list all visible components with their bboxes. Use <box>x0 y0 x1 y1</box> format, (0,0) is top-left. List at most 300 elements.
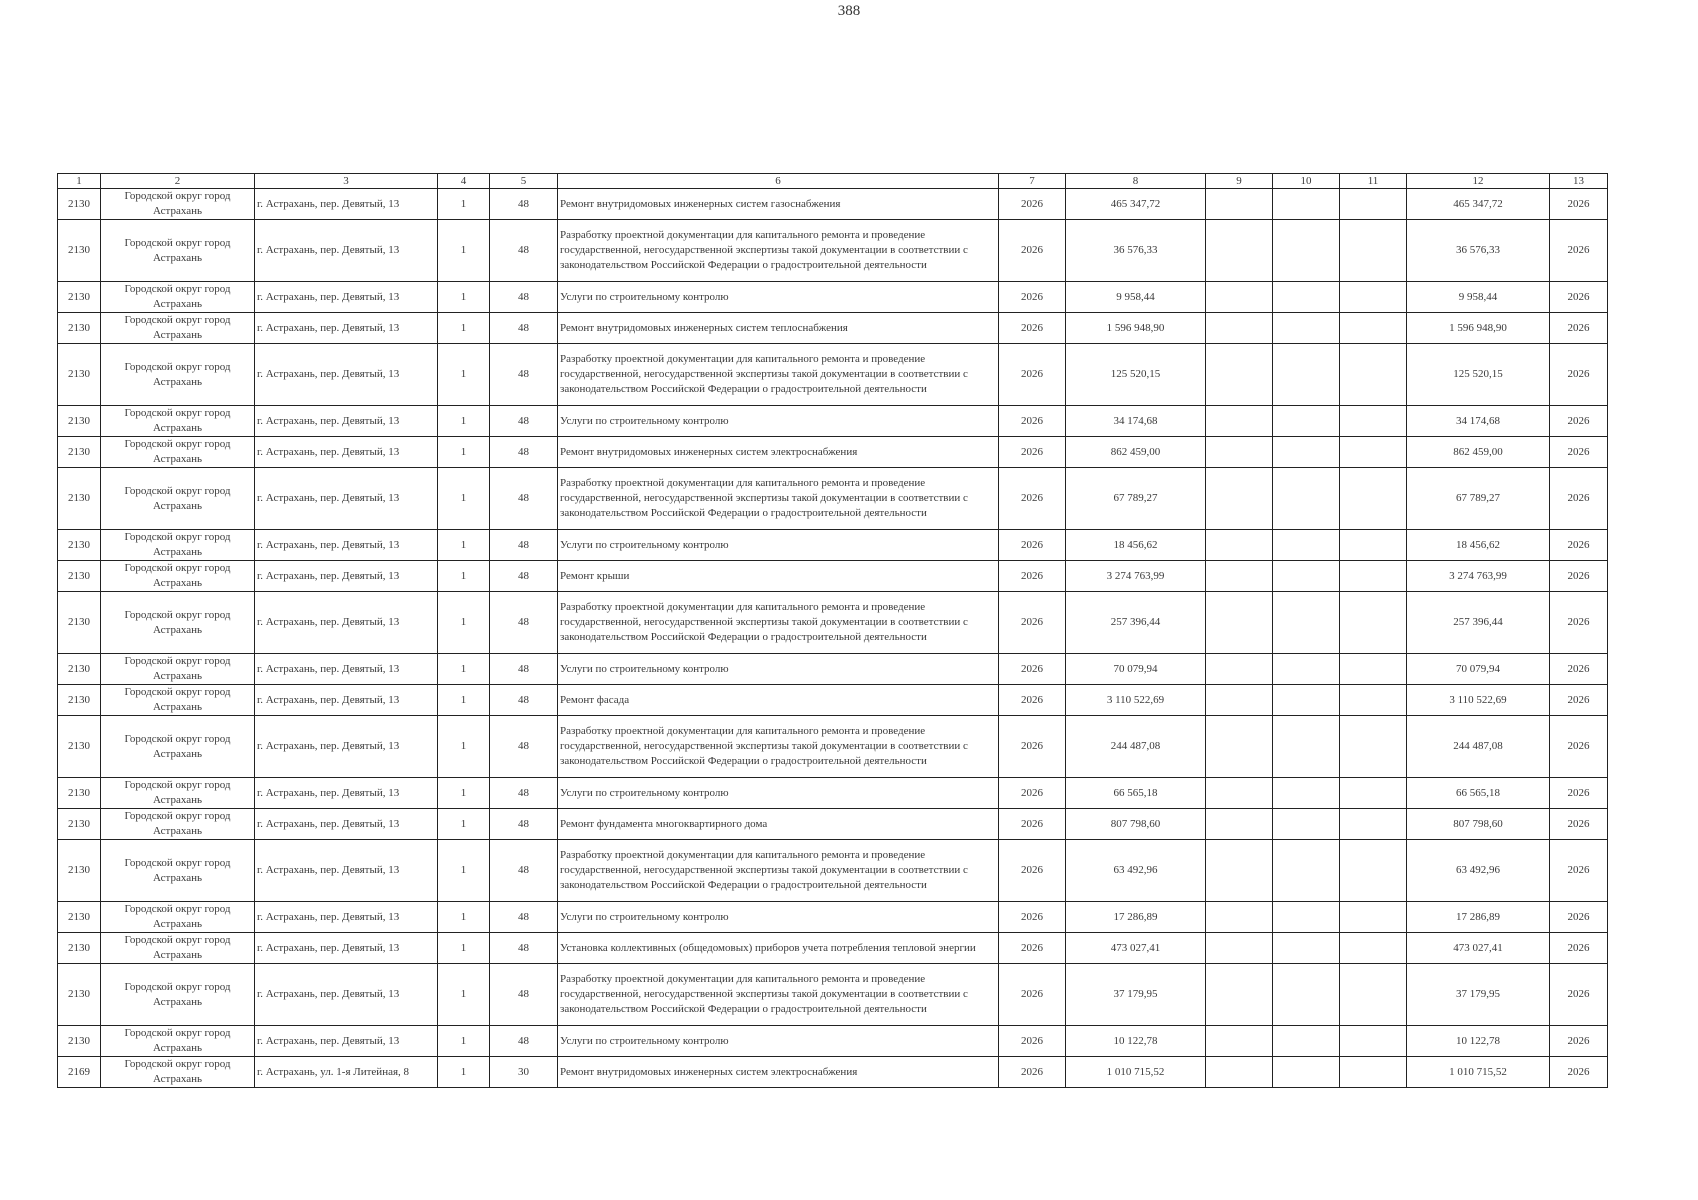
completion-year-cell: 2026 <box>1550 1026 1608 1057</box>
col5-cell: 48 <box>490 654 558 685</box>
total-cost-cell: 67 789,27 <box>1407 468 1550 530</box>
cost-cell: 473 027,41 <box>1066 933 1206 964</box>
col9-cell <box>1206 592 1273 654</box>
completion-year-cell: 2026 <box>1550 530 1608 561</box>
col9-cell <box>1206 530 1273 561</box>
cost-cell: 3 110 522,69 <box>1066 685 1206 716</box>
municipality-cell: Городской округ город Астрахань <box>101 685 255 716</box>
col9-cell <box>1206 685 1273 716</box>
year-cell: 2026 <box>999 530 1066 561</box>
address-cell: г. Астрахань, пер. Девятый, 13 <box>255 592 438 654</box>
col10-cell <box>1273 1026 1340 1057</box>
work-type-cell: Ремонт фундамента многоквартирного дома <box>558 809 999 840</box>
total-cost-cell: 18 456,62 <box>1407 530 1550 561</box>
col4-cell: 1 <box>438 685 490 716</box>
table-row <box>58 654 1608 685</box>
col5-cell: 48 <box>490 189 558 220</box>
col4-cell: 1 <box>438 1057 490 1088</box>
address-cell: г. Астрахань, пер. Девятый, 13 <box>255 220 438 282</box>
col5-cell: 48 <box>490 344 558 406</box>
col10-cell <box>1273 809 1340 840</box>
total-cost-cell: 10 122,78 <box>1407 1026 1550 1057</box>
cost-cell: 1 010 715,52 <box>1066 1057 1206 1088</box>
address-cell: г. Астрахань, пер. Девятый, 13 <box>255 840 438 902</box>
house-number-cell: 2130 <box>58 809 101 840</box>
cost-cell: 67 789,27 <box>1066 468 1206 530</box>
year-cell: 2026 <box>999 468 1066 530</box>
address-cell: г. Астрахань, пер. Девятый, 13 <box>255 716 438 778</box>
total-cost-cell: 1 596 948,90 <box>1407 313 1550 344</box>
work-type-cell: Разработку проектной документации для капитального ремонта и проведение государственной, негосударственной экспертизы такой документации в соответствии с законодательством Российской Федерации о градостроительной деятельности <box>558 964 999 1026</box>
house-number-cell: 2130 <box>58 530 101 561</box>
col11-cell <box>1340 344 1407 406</box>
municipality-cell: Городской округ город Астрахань <box>101 592 255 654</box>
table-row <box>58 716 1608 778</box>
col10-cell <box>1273 468 1340 530</box>
total-cost-cell: 465 347,72 <box>1407 189 1550 220</box>
year-cell: 2026 <box>999 840 1066 902</box>
total-cost-cell: 125 520,15 <box>1407 344 1550 406</box>
year-cell: 2026 <box>999 1057 1066 1088</box>
year-cell: 2026 <box>999 189 1066 220</box>
house-number-cell: 2130 <box>58 282 101 313</box>
address-cell: г. Астрахань, пер. Девятый, 13 <box>255 468 438 530</box>
col4-cell: 1 <box>438 468 490 530</box>
cost-cell: 10 122,78 <box>1066 1026 1206 1057</box>
table-row <box>58 344 1608 406</box>
cost-cell: 257 396,44 <box>1066 592 1206 654</box>
col10-cell <box>1273 716 1340 778</box>
address-cell: г. Астрахань, пер. Девятый, 13 <box>255 437 438 468</box>
col10-cell <box>1273 964 1340 1026</box>
year-cell: 2026 <box>999 716 1066 778</box>
work-type-cell: Ремонт внутридомовых инженерных систем теплоснабжения <box>558 313 999 344</box>
cost-cell: 34 174,68 <box>1066 406 1206 437</box>
work-type-cell: Услуги по строительному контролю <box>558 406 999 437</box>
col11-cell <box>1340 654 1407 685</box>
column-header: 4 <box>438 174 490 189</box>
municipality-cell: Городской округ город Астрахань <box>101 406 255 437</box>
col11-cell <box>1340 592 1407 654</box>
cost-cell: 807 798,60 <box>1066 809 1206 840</box>
table-row <box>58 902 1608 933</box>
address-cell: г. Астрахань, пер. Девятый, 13 <box>255 809 438 840</box>
col4-cell: 1 <box>438 840 490 902</box>
municipality-cell: Городской округ город Астрахань <box>101 220 255 282</box>
work-type-cell: Разработку проектной документации для капитального ремонта и проведение государственной, негосударственной экспертизы такой документации в соответствии с законодательством Российской Федерации о градостроительной деятельности <box>558 344 999 406</box>
completion-year-cell: 2026 <box>1550 189 1608 220</box>
col11-cell <box>1340 1057 1407 1088</box>
col4-cell: 1 <box>438 437 490 468</box>
work-type-cell: Разработку проектной документации для капитального ремонта и проведение государственной, негосударственной экспертизы такой документации в соответствии с законодательством Российской Федерации о градостроительной деятельности <box>558 220 999 282</box>
work-type-cell: Ремонт внутридомовых инженерных систем газоснабжения <box>558 189 999 220</box>
col9-cell <box>1206 716 1273 778</box>
table-row <box>58 809 1608 840</box>
col4-cell: 1 <box>438 282 490 313</box>
col9-cell <box>1206 1057 1273 1088</box>
completion-year-cell: 2026 <box>1550 933 1608 964</box>
completion-year-cell: 2026 <box>1550 313 1608 344</box>
municipality-cell: Городской округ город Астрахань <box>101 468 255 530</box>
completion-year-cell: 2026 <box>1550 840 1608 902</box>
column-header: 13 <box>1550 174 1608 189</box>
table-row <box>58 313 1608 344</box>
col9-cell <box>1206 561 1273 592</box>
col9-cell <box>1206 778 1273 809</box>
work-type-cell: Разработку проектной документации для капитального ремонта и проведение государственной, негосударственной экспертизы такой документации в соответствии с законодательством Российской Федерации о градостроительной деятельности <box>558 592 999 654</box>
table-row <box>58 840 1608 902</box>
table-row <box>58 282 1608 313</box>
table-body <box>58 189 1608 1088</box>
col5-cell: 48 <box>490 406 558 437</box>
house-number-cell: 2130 <box>58 902 101 933</box>
col5-cell: 30 <box>490 1057 558 1088</box>
address-cell: г. Астрахань, пер. Девятый, 13 <box>255 406 438 437</box>
municipality-cell: Городской округ город Астрахань <box>101 344 255 406</box>
address-cell: г. Астрахань, пер. Девятый, 13 <box>255 313 438 344</box>
col10-cell <box>1273 592 1340 654</box>
col10-cell <box>1273 189 1340 220</box>
col11-cell <box>1340 778 1407 809</box>
col9-cell <box>1206 313 1273 344</box>
completion-year-cell: 2026 <box>1550 716 1608 778</box>
column-number-row <box>58 174 1608 189</box>
cost-cell: 18 456,62 <box>1066 530 1206 561</box>
completion-year-cell: 2026 <box>1550 220 1608 282</box>
municipality-cell: Городской округ город Астрахань <box>101 189 255 220</box>
page-number: 388 <box>837 3 861 19</box>
address-cell: г. Астрахань, пер. Девятый, 13 <box>255 189 438 220</box>
work-type-cell: Услуги по строительному контролю <box>558 1026 999 1057</box>
table-row <box>58 406 1608 437</box>
column-header: 10 <box>1273 174 1340 189</box>
col9-cell <box>1206 654 1273 685</box>
year-cell: 2026 <box>999 778 1066 809</box>
col5-cell: 48 <box>490 1026 558 1057</box>
col9-cell <box>1206 902 1273 933</box>
work-type-cell: Услуги по строительному контролю <box>558 282 999 313</box>
municipality-cell: Городской округ город Астрахань <box>101 902 255 933</box>
col11-cell <box>1340 809 1407 840</box>
year-cell: 2026 <box>999 561 1066 592</box>
house-number-cell: 2130 <box>58 313 101 344</box>
completion-year-cell: 2026 <box>1550 406 1608 437</box>
table-row <box>58 220 1608 282</box>
col4-cell: 1 <box>438 313 490 344</box>
table-row <box>58 592 1608 654</box>
col4-cell: 1 <box>438 406 490 437</box>
cost-cell: 465 347,72 <box>1066 189 1206 220</box>
address-cell: г. Астрахань, пер. Девятый, 13 <box>255 530 438 561</box>
year-cell: 2026 <box>999 592 1066 654</box>
col10-cell <box>1273 654 1340 685</box>
house-number-cell: 2130 <box>58 468 101 530</box>
house-number-cell: 2130 <box>58 964 101 1026</box>
col5-cell: 48 <box>490 964 558 1026</box>
total-cost-cell: 9 958,44 <box>1407 282 1550 313</box>
municipality-cell: Городской округ город Астрахань <box>101 964 255 1026</box>
cost-cell: 9 958,44 <box>1066 282 1206 313</box>
col9-cell <box>1206 282 1273 313</box>
table-row <box>58 1057 1608 1088</box>
total-cost-cell: 66 565,18 <box>1407 778 1550 809</box>
col10-cell <box>1273 778 1340 809</box>
col11-cell <box>1340 840 1407 902</box>
total-cost-cell: 63 492,96 <box>1407 840 1550 902</box>
total-cost-cell: 37 179,95 <box>1407 964 1550 1026</box>
house-number-cell: 2130 <box>58 189 101 220</box>
cost-cell: 17 286,89 <box>1066 902 1206 933</box>
house-number-cell: 2130 <box>58 685 101 716</box>
col11-cell <box>1340 964 1407 1026</box>
year-cell: 2026 <box>999 964 1066 1026</box>
year-cell: 2026 <box>999 902 1066 933</box>
municipality-cell: Городской округ город Астрахань <box>101 778 255 809</box>
house-number-cell: 2130 <box>58 1026 101 1057</box>
col9-cell <box>1206 809 1273 840</box>
col11-cell <box>1340 282 1407 313</box>
completion-year-cell: 2026 <box>1550 561 1608 592</box>
col9-cell <box>1206 437 1273 468</box>
year-cell: 2026 <box>999 685 1066 716</box>
municipality-cell: Городской округ город Астрахань <box>101 654 255 685</box>
year-cell: 2026 <box>999 809 1066 840</box>
house-number-cell: 2130 <box>58 840 101 902</box>
work-type-cell: Услуги по строительному контролю <box>558 778 999 809</box>
work-type-cell: Разработку проектной документации для капитального ремонта и проведение государственной, негосударственной экспертизы такой документации в соответствии с законодательством Российской Федерации о градостроительной деятельности <box>558 840 999 902</box>
col9-cell <box>1206 344 1273 406</box>
col10-cell <box>1273 282 1340 313</box>
total-cost-cell: 36 576,33 <box>1407 220 1550 282</box>
house-number-cell: 2130 <box>58 778 101 809</box>
column-header: 3 <box>255 174 438 189</box>
col5-cell: 48 <box>490 933 558 964</box>
col11-cell <box>1340 933 1407 964</box>
municipality-cell: Городской округ город Астрахань <box>101 530 255 561</box>
col4-cell: 1 <box>438 654 490 685</box>
col10-cell <box>1273 220 1340 282</box>
col4-cell: 1 <box>438 530 490 561</box>
work-type-cell: Услуги по строительному контролю <box>558 654 999 685</box>
address-cell: г. Астрахань, пер. Девятый, 13 <box>255 902 438 933</box>
col9-cell <box>1206 189 1273 220</box>
municipality-cell: Городской округ город Астрахань <box>101 809 255 840</box>
completion-year-cell: 2026 <box>1550 964 1608 1026</box>
municipality-cell: Городской округ город Астрахань <box>101 313 255 344</box>
column-header: 8 <box>1066 174 1206 189</box>
col10-cell <box>1273 840 1340 902</box>
table-row <box>58 1026 1608 1057</box>
col5-cell: 48 <box>490 282 558 313</box>
column-header: 7 <box>999 174 1066 189</box>
col9-cell <box>1206 933 1273 964</box>
col4-cell: 1 <box>438 220 490 282</box>
table-row <box>58 964 1608 1026</box>
completion-year-cell: 2026 <box>1550 344 1608 406</box>
cost-cell: 36 576,33 <box>1066 220 1206 282</box>
municipality-cell: Городской округ город Астрахань <box>101 561 255 592</box>
municipality-cell: Городской округ город Астрахань <box>101 933 255 964</box>
column-header: 6 <box>558 174 999 189</box>
cost-cell: 37 179,95 <box>1066 964 1206 1026</box>
table-row <box>58 933 1608 964</box>
year-cell: 2026 <box>999 406 1066 437</box>
col11-cell <box>1340 685 1407 716</box>
year-cell: 2026 <box>999 344 1066 406</box>
col10-cell <box>1273 561 1340 592</box>
year-cell: 2026 <box>999 933 1066 964</box>
total-cost-cell: 257 396,44 <box>1407 592 1550 654</box>
col5-cell: 48 <box>490 561 558 592</box>
work-type-cell: Установка коллективных (общедомовых) приборов учета потребления тепловой энергии <box>558 933 999 964</box>
cost-cell: 125 520,15 <box>1066 344 1206 406</box>
work-type-cell: Ремонт внутридомовых инженерных систем электроснабжения <box>558 1057 999 1088</box>
col5-cell: 48 <box>490 716 558 778</box>
total-cost-cell: 1 010 715,52 <box>1407 1057 1550 1088</box>
column-header: 1 <box>58 174 101 189</box>
total-cost-cell: 70 079,94 <box>1407 654 1550 685</box>
municipality-cell: Городской округ город Астрахань <box>101 1026 255 1057</box>
house-number-cell: 2130 <box>58 654 101 685</box>
municipality-cell: Городской округ город Астрахань <box>101 716 255 778</box>
house-number-cell: 2130 <box>58 220 101 282</box>
total-cost-cell: 17 286,89 <box>1407 902 1550 933</box>
year-cell: 2026 <box>999 654 1066 685</box>
house-number-cell: 2130 <box>58 437 101 468</box>
col4-cell: 1 <box>438 344 490 406</box>
completion-year-cell: 2026 <box>1550 1057 1608 1088</box>
address-cell: г. Астрахань, пер. Девятый, 13 <box>255 778 438 809</box>
col11-cell <box>1340 1026 1407 1057</box>
house-number-cell: 2130 <box>58 933 101 964</box>
year-cell: 2026 <box>999 1026 1066 1057</box>
municipality-cell: Городской округ город Астрахань <box>101 1057 255 1088</box>
cost-cell: 862 459,00 <box>1066 437 1206 468</box>
col5-cell: 48 <box>490 468 558 530</box>
col11-cell <box>1340 468 1407 530</box>
table-row <box>58 437 1608 468</box>
col4-cell: 1 <box>438 592 490 654</box>
work-type-cell: Разработку проектной документации для капитального ремонта и проведение государственной, негосударственной экспертизы такой документации в соответствии с законодательством Российской Федерации о градостроительной деятельности <box>558 468 999 530</box>
year-cell: 2026 <box>999 220 1066 282</box>
address-cell: г. Астрахань, ул. 1-я Литейная, 8 <box>255 1057 438 1088</box>
completion-year-cell: 2026 <box>1550 437 1608 468</box>
cost-cell: 1 596 948,90 <box>1066 313 1206 344</box>
house-number-cell: 2130 <box>58 561 101 592</box>
col5-cell: 48 <box>490 313 558 344</box>
col9-cell <box>1206 964 1273 1026</box>
work-type-cell: Ремонт фасада <box>558 685 999 716</box>
cost-cell: 3 274 763,99 <box>1066 561 1206 592</box>
col10-cell <box>1273 313 1340 344</box>
completion-year-cell: 2026 <box>1550 468 1608 530</box>
col10-cell <box>1273 685 1340 716</box>
col11-cell <box>1340 561 1407 592</box>
col11-cell <box>1340 437 1407 468</box>
address-cell: г. Астрахань, пер. Девятый, 13 <box>255 964 438 1026</box>
work-type-cell: Ремонт внутридомовых инженерных систем электроснабжения <box>558 437 999 468</box>
col9-cell <box>1206 468 1273 530</box>
house-number-cell: 2169 <box>58 1057 101 1088</box>
col10-cell <box>1273 530 1340 561</box>
completion-year-cell: 2026 <box>1550 902 1608 933</box>
address-cell: г. Астрахань, пер. Девятый, 13 <box>255 282 438 313</box>
col4-cell: 1 <box>438 561 490 592</box>
cost-cell: 244 487,08 <box>1066 716 1206 778</box>
col5-cell: 48 <box>490 437 558 468</box>
completion-year-cell: 2026 <box>1550 809 1608 840</box>
completion-year-cell: 2026 <box>1550 778 1608 809</box>
municipality-cell: Городской округ город Астрахань <box>101 437 255 468</box>
column-header: 11 <box>1340 174 1407 189</box>
total-cost-cell: 244 487,08 <box>1407 716 1550 778</box>
total-cost-cell: 473 027,41 <box>1407 933 1550 964</box>
total-cost-cell: 3 274 763,99 <box>1407 561 1550 592</box>
col4-cell: 1 <box>438 189 490 220</box>
col9-cell <box>1206 840 1273 902</box>
column-header: 5 <box>490 174 558 189</box>
col10-cell <box>1273 933 1340 964</box>
col5-cell: 48 <box>490 902 558 933</box>
table-row <box>58 530 1608 561</box>
col4-cell: 1 <box>438 716 490 778</box>
municipality-cell: Городской округ город Астрахань <box>101 282 255 313</box>
col11-cell <box>1340 313 1407 344</box>
col11-cell <box>1340 716 1407 778</box>
col4-cell: 1 <box>438 809 490 840</box>
col5-cell: 48 <box>490 530 558 561</box>
col4-cell: 1 <box>438 1026 490 1057</box>
col11-cell <box>1340 902 1407 933</box>
completion-year-cell: 2026 <box>1550 654 1608 685</box>
year-cell: 2026 <box>999 313 1066 344</box>
col4-cell: 1 <box>438 964 490 1026</box>
col9-cell <box>1206 220 1273 282</box>
cost-cell: 63 492,96 <box>1066 840 1206 902</box>
repair-registry-table <box>57 173 1608 1088</box>
col10-cell <box>1273 406 1340 437</box>
house-number-cell: 2130 <box>58 344 101 406</box>
column-header: 9 <box>1206 174 1273 189</box>
house-number-cell: 2130 <box>58 592 101 654</box>
address-cell: г. Астрахань, пер. Девятый, 13 <box>255 344 438 406</box>
col10-cell <box>1273 437 1340 468</box>
address-cell: г. Астрахань, пер. Девятый, 13 <box>255 561 438 592</box>
cost-cell: 66 565,18 <box>1066 778 1206 809</box>
completion-year-cell: 2026 <box>1550 685 1608 716</box>
house-number-cell: 2130 <box>58 406 101 437</box>
total-cost-cell: 34 174,68 <box>1407 406 1550 437</box>
table-row <box>58 189 1608 220</box>
year-cell: 2026 <box>999 282 1066 313</box>
col5-cell: 48 <box>490 685 558 716</box>
column-header: 12 <box>1407 174 1550 189</box>
work-type-cell: Услуги по строительному контролю <box>558 902 999 933</box>
col5-cell: 48 <box>490 592 558 654</box>
address-cell: г. Астрахань, пер. Девятый, 13 <box>255 933 438 964</box>
completion-year-cell: 2026 <box>1550 282 1608 313</box>
col9-cell <box>1206 1026 1273 1057</box>
col11-cell <box>1340 530 1407 561</box>
table-row <box>58 778 1608 809</box>
table-row <box>58 468 1608 530</box>
col11-cell <box>1340 189 1407 220</box>
municipality-cell: Городской округ город Астрахань <box>101 840 255 902</box>
col9-cell <box>1206 406 1273 437</box>
col5-cell: 48 <box>490 809 558 840</box>
col10-cell <box>1273 1057 1340 1088</box>
col5-cell: 48 <box>490 840 558 902</box>
